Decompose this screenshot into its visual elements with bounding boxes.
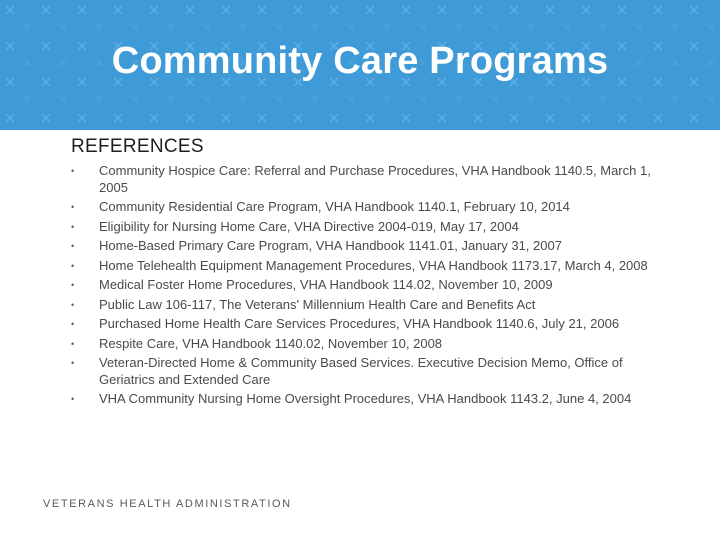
reference-text: Community Hospice Care: Referral and Purchase Procedures, VHA Handbook 1140.5, March 1, 2005 [99, 163, 651, 195]
bullet-icon: • [71, 260, 75, 271]
list-item [71, 258, 661, 275]
reference-text: Community Residential Care Program, VHA Handbook 1140.1, February 10, 2014 [99, 199, 570, 214]
list-item [71, 297, 661, 314]
list-item [71, 163, 661, 196]
reference-text: Veteran-Directed Home & Community Based Services. Executive Decision Memo, Office of Geriatrics and Extended Care [99, 355, 623, 387]
reference-text: Home Telehealth Equipment Management Procedures, VHA Handbook 1173.17, March 4, 2008 [99, 257, 648, 273]
reference-text: VHA Community Nursing Home Oversight Procedures, VHA Handbook 1143.2, June 4, 2004 [99, 391, 632, 406]
bullet-icon: • [71, 338, 75, 349]
reference-text: Purchased Home Health Care Services Procedures, VHA Handbook 1140.6, July 21, 2006 [99, 316, 620, 331]
list-item [71, 336, 661, 353]
references-list [71, 163, 661, 411]
reference-text: Respite Care, VHA Handbook 1140.02, November 10, 2008 [99, 335, 443, 351]
bullet-icon: • [71, 202, 75, 212]
reference-text: Medical Foster Home Procedures, VHA Handbook 114.02, November 10, 2009 [99, 277, 553, 292]
list-item [71, 316, 661, 333]
list-item [71, 219, 661, 236]
bullet-icon: • [71, 280, 75, 290]
bullet-icon: • [71, 166, 75, 176]
bullet-icon: • [71, 221, 75, 232]
list-item [71, 199, 661, 216]
reference-text: Eligibility for Nursing Home Care, VHA Directive 2004-019, May 17, 2004 [99, 218, 519, 234]
bullet-icon: • [71, 358, 75, 368]
list-item [71, 391, 661, 408]
list-item [71, 238, 661, 255]
list-item [71, 277, 661, 294]
bullet-icon: • [71, 319, 75, 329]
slide-title: Community Care Programs [111, 40, 609, 82]
reference-text: Public Law 106-117, The Veterans' Millennium Health Care and Benefits Act [99, 296, 536, 312]
bullet-icon: • [71, 394, 75, 404]
bullet-icon: • [71, 299, 75, 310]
footer-organization: VETERANS HEALTH ADMINISTRATION [43, 498, 292, 510]
references-heading: REFERENCES [71, 136, 204, 157]
bullet-icon: • [71, 241, 75, 251]
reference-text: Home-Based Primary Care Program, VHA Handbook 1141.01, January 31, 2007 [99, 238, 562, 253]
title-banner [0, 0, 720, 130]
list-item [71, 355, 661, 388]
